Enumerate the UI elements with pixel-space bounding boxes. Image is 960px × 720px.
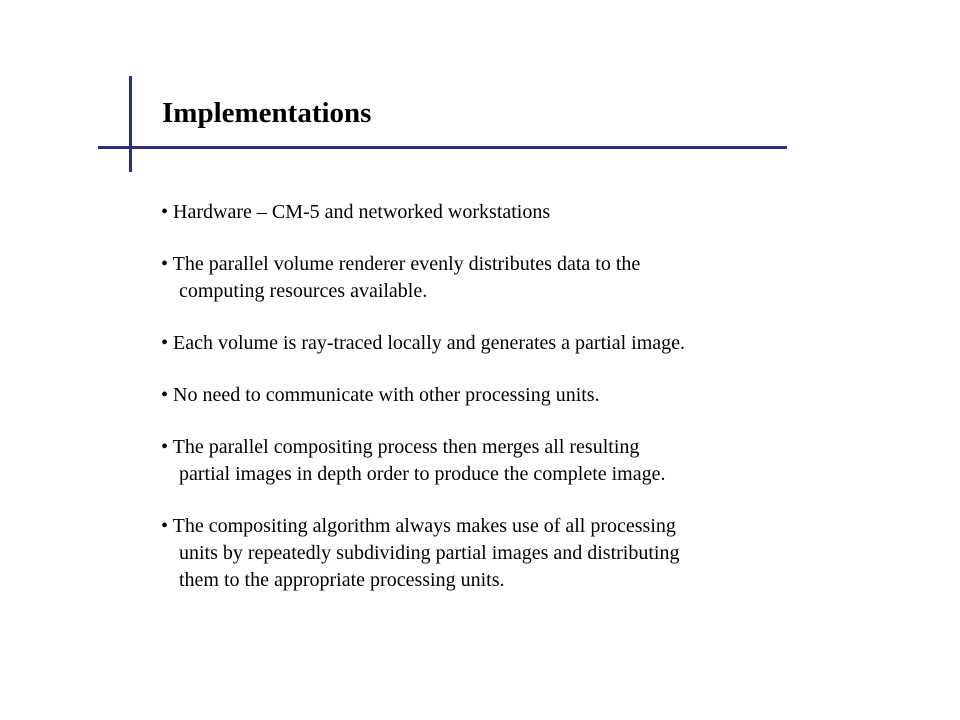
bullet-text: No need to communicate with other processing units. xyxy=(173,384,600,406)
bullet-list xyxy=(161,199,861,619)
bullet-marker: • xyxy=(161,436,169,458)
bullet-text: Each volume is ray-traced locally and generates a partial image. xyxy=(173,332,685,354)
bullet-marker: • xyxy=(161,515,169,537)
bullet-marker: • xyxy=(161,253,169,275)
slide-title: Implementations xyxy=(162,97,372,129)
bullet-text-continued: partial images in depth order to produce the complete image. xyxy=(179,463,666,485)
bullet-text: The parallel compositing process then merges all resulting xyxy=(172,436,640,458)
bullet-text: Hardware – CM-5 and networked workstations xyxy=(173,201,551,223)
bullet-marker: • xyxy=(161,384,169,406)
bullet-item xyxy=(161,199,861,226)
bullet-marker: • xyxy=(161,332,169,354)
bullet-text: The parallel volume renderer evenly distributes data to the xyxy=(172,253,641,275)
bullet-text-continued: units by repeatedly subdividing partial images and distributing xyxy=(179,542,680,564)
bullet-item xyxy=(161,330,861,357)
bullet-item xyxy=(161,382,861,409)
bullet-item xyxy=(161,251,861,305)
bullet-item xyxy=(161,434,861,488)
title-horizontal-rule xyxy=(98,146,787,149)
bullet-item xyxy=(161,513,861,594)
title-vertical-rule xyxy=(129,76,132,172)
bullet-marker: • xyxy=(161,201,169,223)
bullet-text-continued: computing resources available. xyxy=(179,280,428,302)
bullet-text-continued: them to the appropriate processing units. xyxy=(179,569,505,591)
bullet-text: The compositing algorithm always makes use of all processing xyxy=(172,515,676,537)
